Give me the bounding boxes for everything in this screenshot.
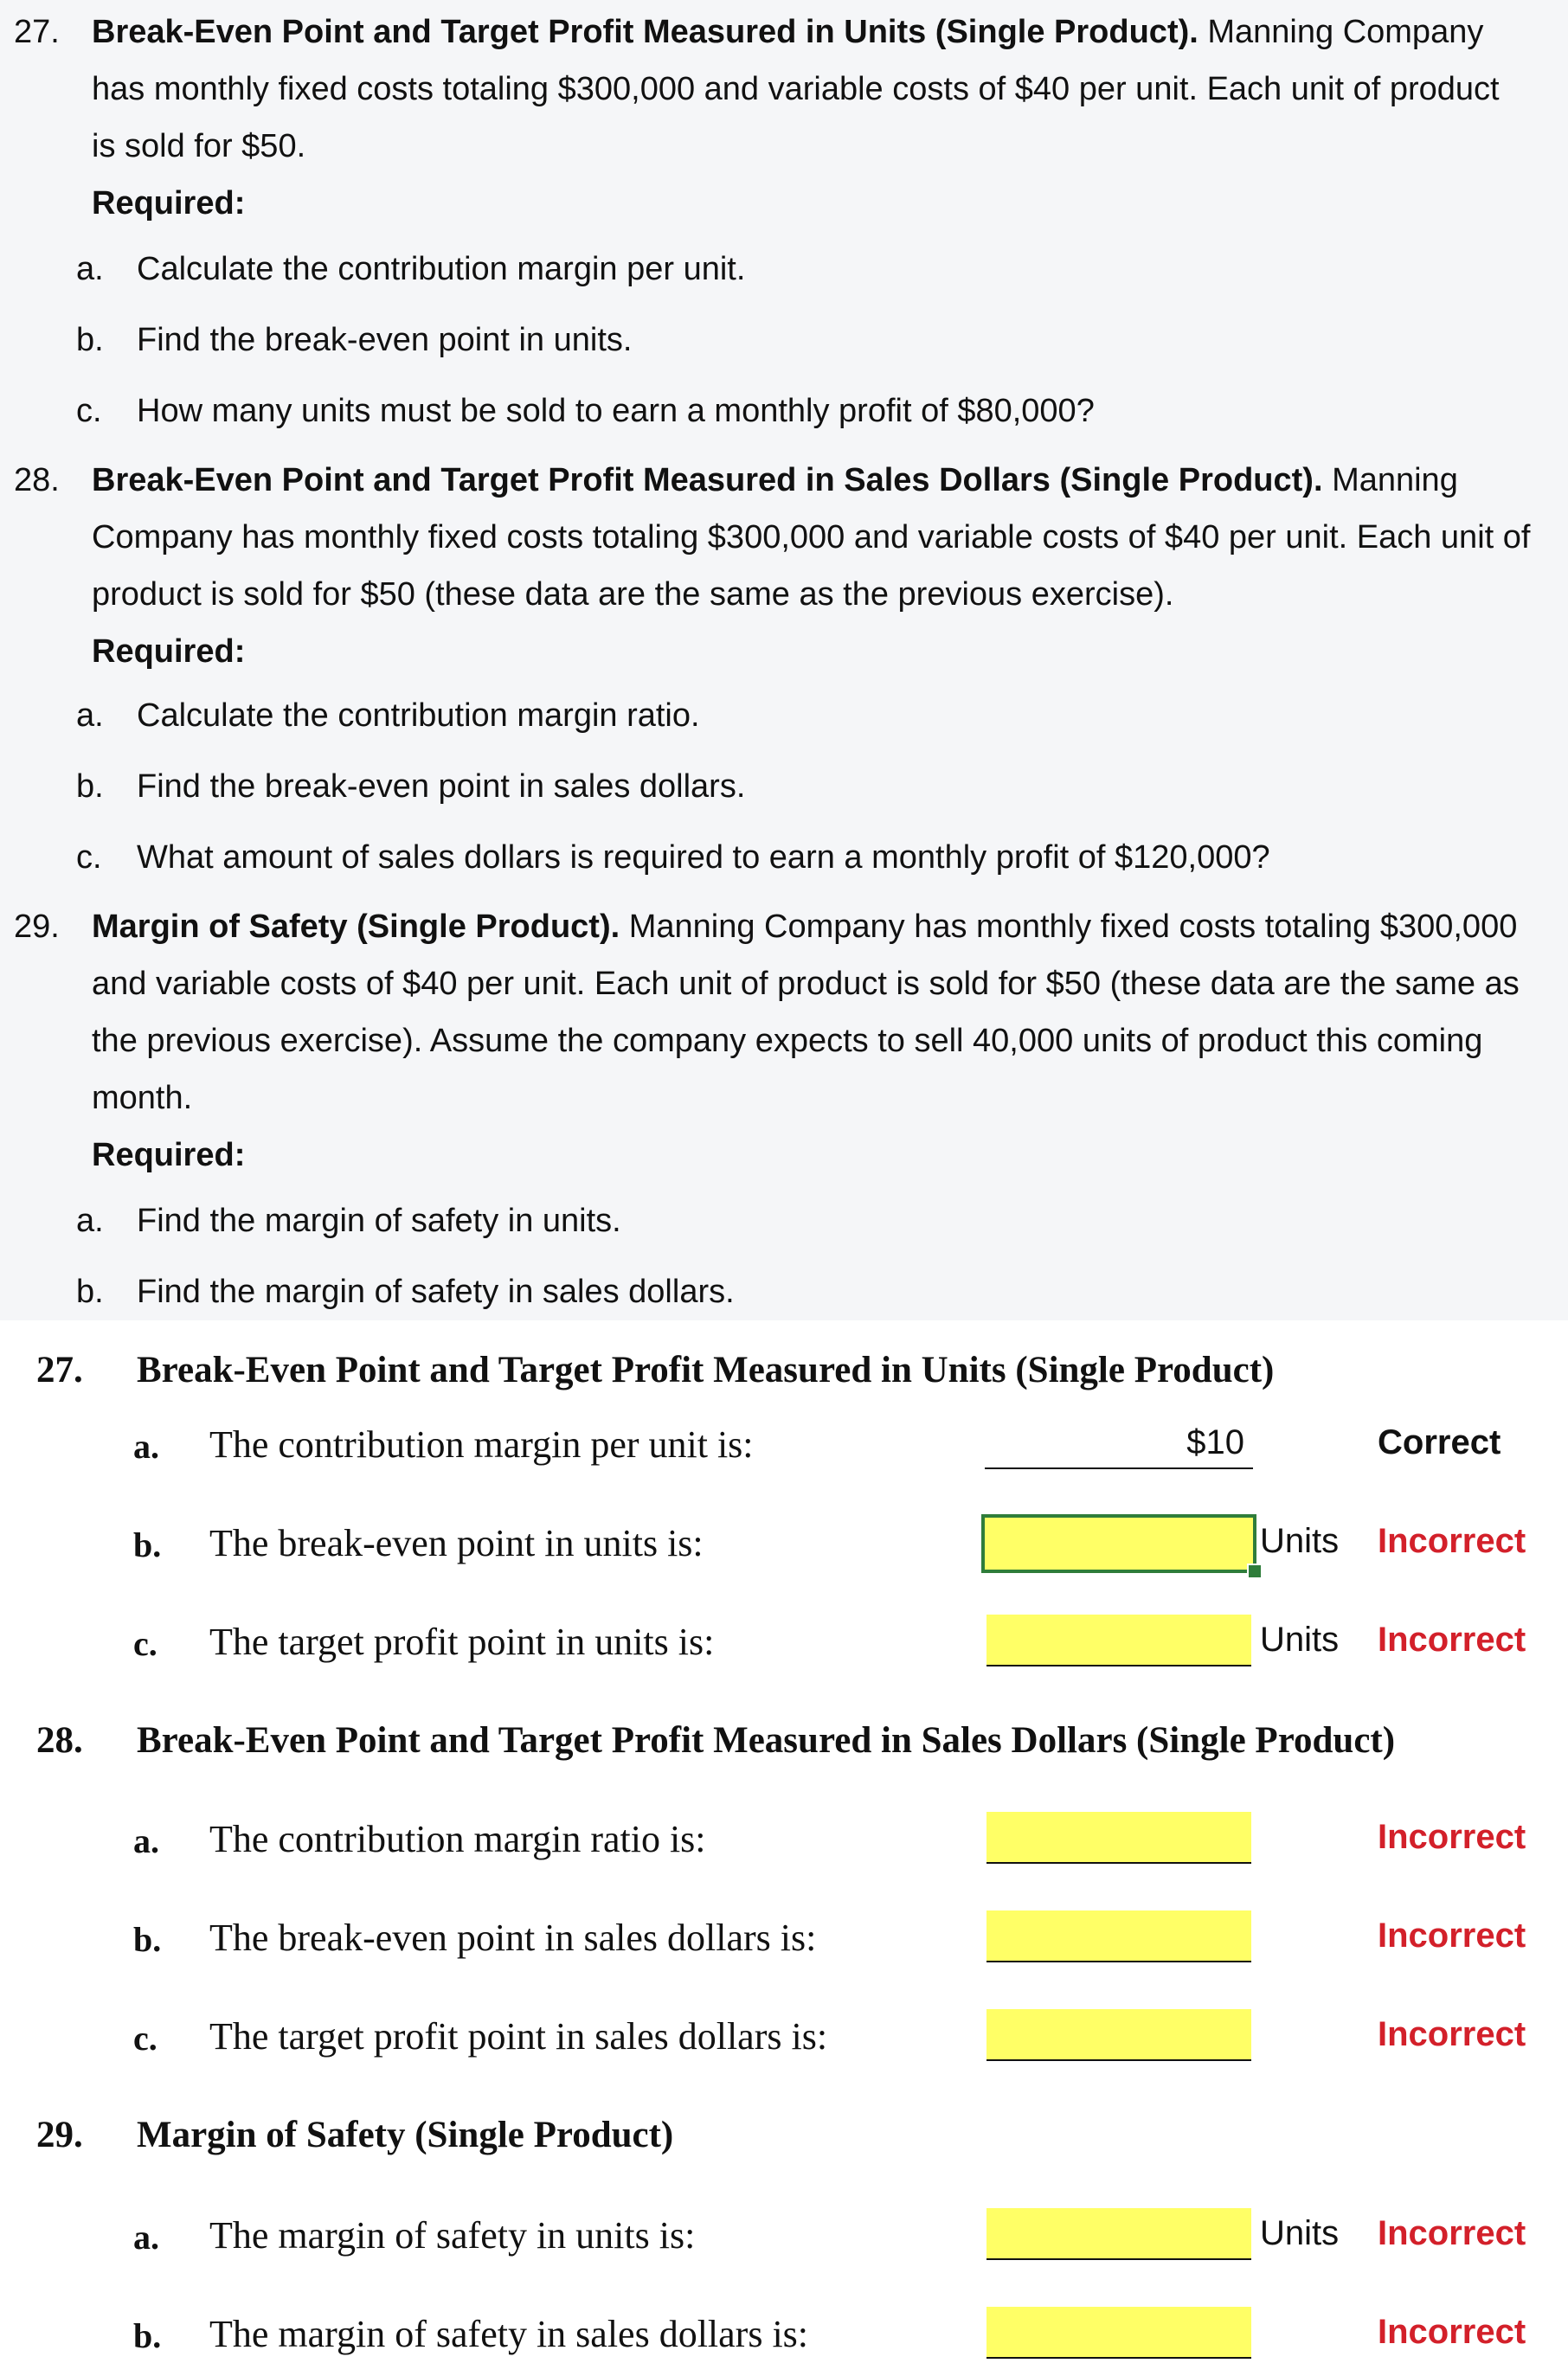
answer-row: c. The target profit point in sales dollars is: Incorrect bbox=[0, 2009, 1568, 2078]
exercise-text: Manning Company has monthly fixed costs totaling $300,000 and variable costs of $40 per unit. Each unit of product is sold for $50 (these data are the same as the previous exercise). Assume the company expects to sell 40,000 units of product this coming month. bbox=[92, 909, 1520, 1116]
status-badge: Incorrect bbox=[1378, 2313, 1526, 2351]
answer-input-selected[interactable] bbox=[981, 1514, 1256, 1573]
answer-input[interactable] bbox=[986, 2009, 1251, 2061]
exercise-title: Margin of Safety (Single Product). bbox=[92, 909, 620, 945]
exercise-number: 28. bbox=[14, 462, 60, 498]
exercise-text: Manning Company has monthly fixed costs totaling $300,000 and variable costs of $40 per unit. Each unit of product is sold for $50 (these data are the same as the previous exercise). bbox=[92, 462, 1531, 613]
answer-label: The margin of safety in sales dollars is: bbox=[209, 2313, 809, 2355]
status-badge: Incorrect bbox=[1378, 1522, 1526, 1560]
answer-input[interactable] bbox=[986, 1615, 1251, 1666]
status-badge: Incorrect bbox=[1378, 2015, 1526, 2053]
required-label: Required: bbox=[92, 185, 246, 222]
answer-label: The target profit point in sales dollars is: bbox=[209, 2015, 828, 2058]
answer-input[interactable] bbox=[986, 2208, 1251, 2260]
answer-label: The break-even point in units is: bbox=[209, 1522, 704, 1564]
answer-label: The contribution margin ratio is: bbox=[209, 1818, 706, 1860]
answer-input[interactable] bbox=[986, 1910, 1251, 1962]
answer-label: The break-even point in sales dollars is: bbox=[209, 1917, 817, 1959]
answer-row: a. The margin of safety in units is: Units Incorrect bbox=[0, 2208, 1568, 2277]
status-badge: Incorrect bbox=[1378, 2214, 1526, 2252]
answer-input[interactable] bbox=[986, 2307, 1251, 2359]
answer-row: b. The break-even point in units is: Units Incorrect bbox=[0, 1516, 1568, 1585]
exercise-text: Manning Company has monthly fixed costs totaling $300,000 and variable costs of $40 per unit. Each unit of product is sold for $50. bbox=[92, 14, 1500, 164]
unit-label: Units bbox=[1260, 1522, 1340, 1560]
required-label: Required: bbox=[92, 1137, 246, 1173]
exercise-number: 27. bbox=[14, 14, 60, 50]
answer-row: a. The contribution margin per unit is: $10 Correct bbox=[0, 1417, 1568, 1487]
answer-label: The margin of safety in units is: bbox=[209, 2214, 696, 2257]
exercise-text-panel: 27. Break-Even Point and Target Profit Measured in Units (Single Product). Manning Company has monthly fixed costs totaling $300,000 and variable costs of $40 per unit. Each unit of product is sold for $50. Required: a. Calculate the contribution margin per unit. b. Find the break-even point in units. c. How many units must be sold to earn a monthly profit of $80,000? 28. Break-Even Point and Target Profit Measured in Sales Dollars (Single Product). Manning Company has monthly fixed costs totaling $300,000 and variable costs of $40 per unit. Each unit of product is sold for $50 (these data are the same as the previous exercise). Required: a. Calculate the contribution margin ratio. b. Find the break-even point in sales dollars. c. What amount of sales dollars is required to earn a monthly profit of $120,000? 29. Margin of Safety (Single Product). Manning Company has monthly fixed costs totaling $300,000 and variable costs of $40 per unit. Each unit of product is sold for $50 (these data are the same as the previous exercise). Assume the company expects to sell 40,000 units of product this coming month. Required: a. Find the margin of safety in units. b. Find the margin of safety in sales dollars. bbox=[0, 0, 1568, 1320]
unit-label: Units bbox=[1260, 1621, 1340, 1659]
answer-row: a. The contribution margin ratio is: Incorrect bbox=[0, 1812, 1568, 1881]
answer-row: b. The margin of safety in sales dollars is: Incorrect bbox=[0, 2307, 1568, 2376]
answer-label: The contribution margin per unit is: bbox=[209, 1423, 754, 1466]
status-badge: Incorrect bbox=[1378, 1818, 1526, 1856]
exercise-title: Break-Even Point and Target Profit Measured in Units (Single Product). bbox=[92, 14, 1198, 50]
answer-row: b. The break-even point in sales dollars is: Incorrect bbox=[0, 1910, 1568, 1980]
status-badge: Incorrect bbox=[1378, 1621, 1526, 1659]
answer-value: $10 bbox=[1186, 1423, 1244, 1461]
answer-input[interactable] bbox=[986, 1812, 1251, 1864]
unit-label: Units bbox=[1260, 2214, 1340, 2252]
answer-label: The target profit point in units is: bbox=[209, 1621, 715, 1663]
answer-row: c. The target profit point in units is: Units Incorrect bbox=[0, 1615, 1568, 1684]
exercise-title: Break-Even Point and Target Profit Measured in Sales Dollars (Single Product). bbox=[92, 462, 1323, 498]
status-badge: Incorrect bbox=[1378, 1917, 1526, 1955]
exercise-number: 29. bbox=[14, 909, 60, 945]
status-badge: Correct bbox=[1378, 1423, 1501, 1461]
required-label: Required: bbox=[92, 633, 246, 670]
